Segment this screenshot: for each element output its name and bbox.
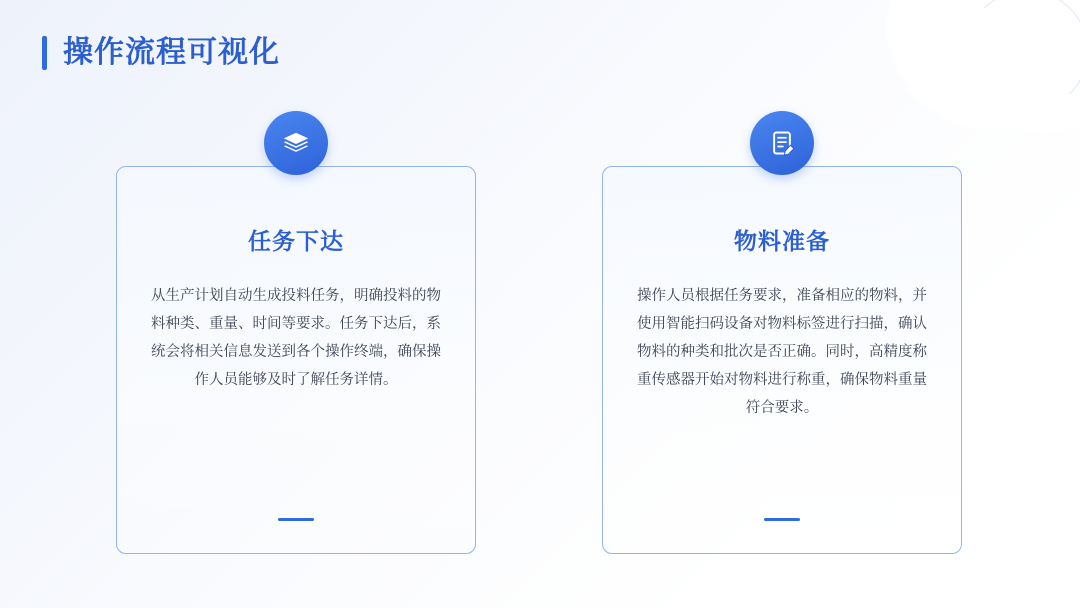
card-title: 物料准备 — [734, 228, 830, 254]
card-underline — [278, 518, 314, 521]
card-body: 从生产计划自动生成投料任务，明确投料的物料种类、重量、时间等要求。任务下达后，系统会将相关信息发送到各个操作终端，确保操作人员能够及时了解任务详情。 — [151, 288, 441, 388]
card-underline — [764, 518, 800, 521]
card-title: 任务下达 — [248, 228, 344, 254]
process-card-2 — [602, 166, 962, 554]
layers-icon — [264, 111, 328, 175]
page-title-text: 操作流程可视化 — [63, 36, 280, 69]
card-body: 操作人员根据任务要求，准备相应的物料，并使用智能扫码设备对物料标签进行扫描，确认物料的种类和批次是否正确。同时，高精度称重传感器开始对物料进行称重，确保物料重量符合要求。 — [637, 288, 927, 416]
process-card-1 — [116, 166, 476, 554]
document-edit-icon — [750, 111, 814, 175]
